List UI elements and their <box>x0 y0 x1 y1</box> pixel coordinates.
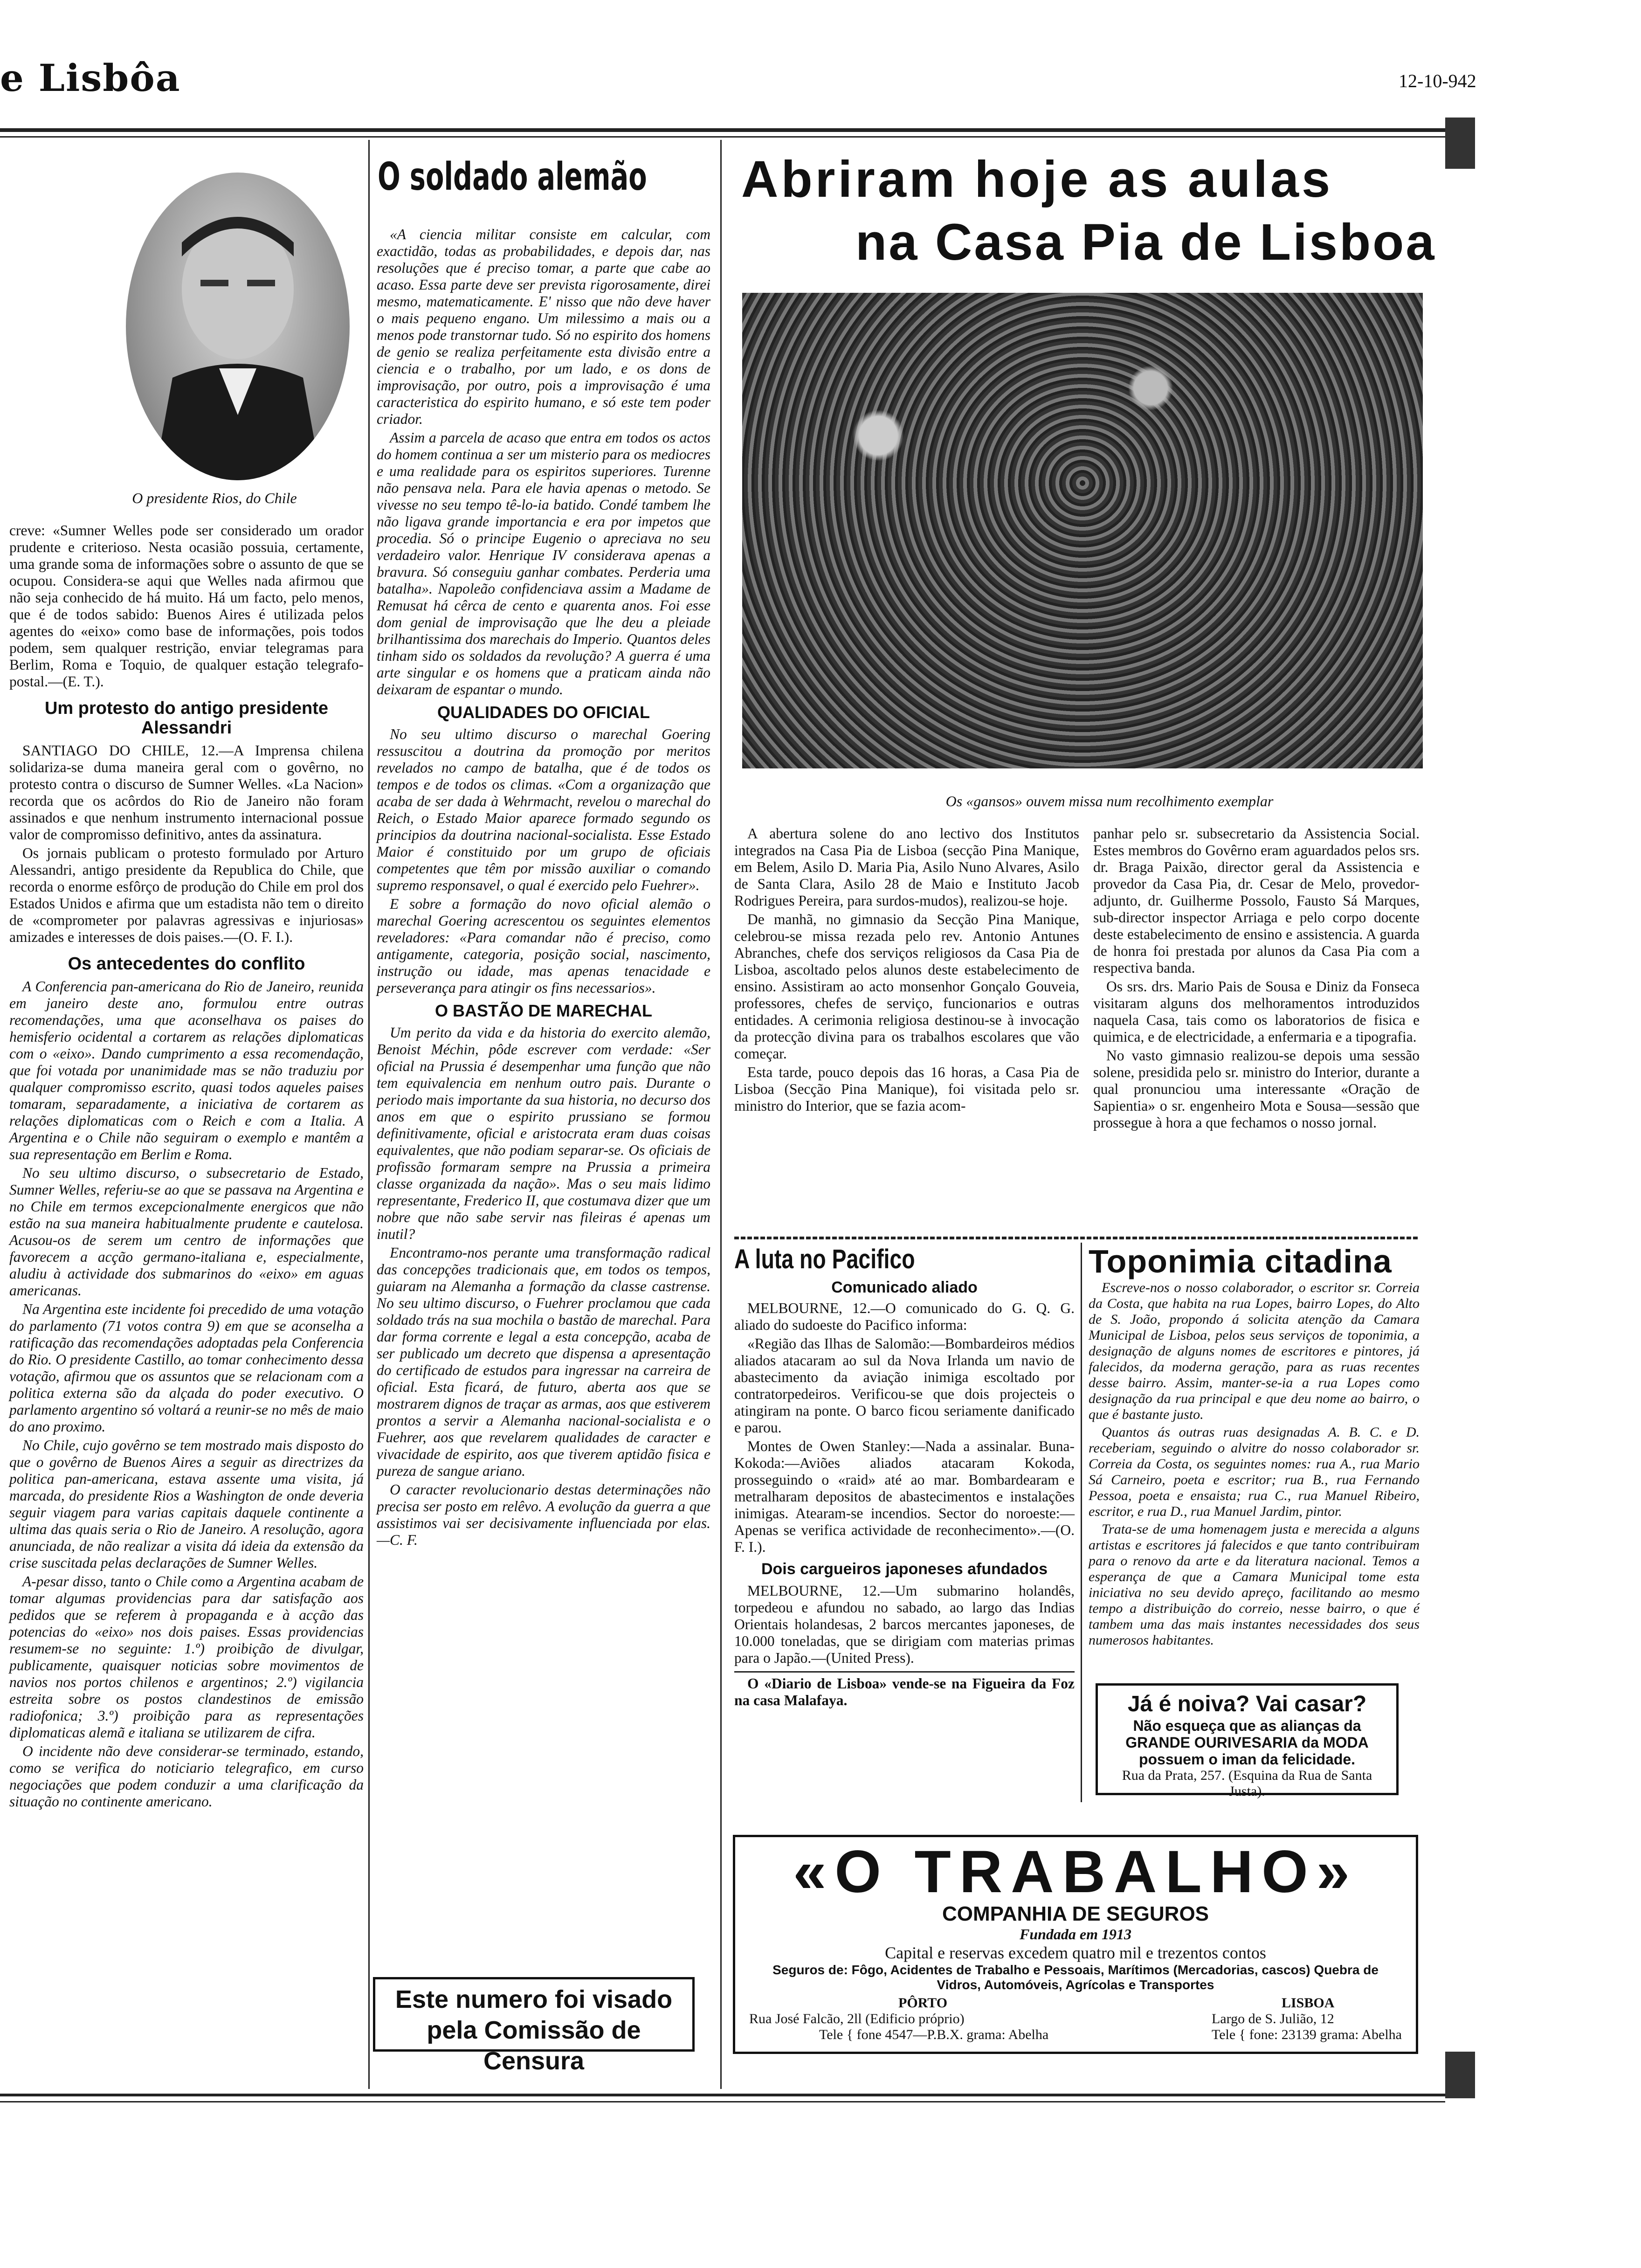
top-rule <box>0 128 1445 132</box>
toponimia-article <box>1089 1243 1420 1650</box>
pacific-article <box>734 1244 1075 1711</box>
paragraph: Um perito da vida e da historia do exercito alemão, Benoist Méchin, pôde escrever com verdade: «Ser oficial na Prussia é desempenhar uma função que não tem equivalencia em nenhum outro pais. Durante o periodo mais importante da sua historia, no decurso dos anos em que o espirito prussiano se formou definitivamente, oficial e aristocrata eram duas coisas equivalentes, que não podiam separar-se. Os oficiais de profissão formaram sempre na Prussia a primeira classe organizada da nação». Mas o seu mais lidimo representante, Frederico II, que costumava dizer que um nobre que não sabe servir nas fileiras é apenas um inutil? <box>377 1024 710 1242</box>
ad-offices <box>749 1995 1402 2043</box>
column-rule <box>1081 1243 1082 1802</box>
col1-article <box>9 522 364 1812</box>
insurance-ad <box>733 1835 1418 2054</box>
paragraph: Escreve-nos o nosso colaborador, o escritor sr. Correia da Costa, que habita na rua Lopes, bairro Lopes, do Alto de S. João, propondo á solicita atenção da Camara Municipal de Lisboa, pelos seus serviços de toponimia, a designação de alguns nomes de escritores e pintores, já falecidos, da moderna geração, para as ruas recentes desse bairro. Assim, manter-se-ia a rua Lopes como designação da rua principal e que deu nome ao bairro, o que é bastante justo. <box>1089 1280 1420 1422</box>
edge-marker <box>1445 2052 1475 2098</box>
ad-text: Não esqueça que as alianças da GRANDE OURIVESARIA da MODA possuem o iman da felicidade. <box>1125 1717 1369 1768</box>
paragraph: E sobre a formação do novo oficial alemão o marechal Goering acrescentou os seguintes elementos reveladores: «Para comandar não é preciso, como antigamente, categoria, posição social, nascimento, instrução ou idade, mas apenas tenacidade e perseverança para atingir os fins necessarios». <box>377 896 710 996</box>
paragraph: O incidente não deve considerar-se terminado, estando, como se verifica do noticiario telegrafico, em curso negociações que podem conduzir a uma clarificação da situação no continente americano. <box>9 1743 364 1810</box>
paragraph: A abertura solene do ano lectivo dos Institutos integrados na Casa Pia de Lisboa (secção Pina Manique, em Belem, Asilo D. Maria Pia, Asilo Nuno Alvares, Asilo de Santa Clara, Asilo 28 de Maio e Instituto Jacob Rodrigues Pereira, para surdos-mudos), realizou-se hoje. <box>734 825 1079 909</box>
photo-caption: O presidente Rios, do Chile <box>132 490 297 506</box>
ad-company-name: «O TRABALHO» <box>793 1839 1358 1905</box>
paragraph: MELBOURNE, 12.—Um submarino holandês, torpedeou e afundou no sabado, ao largo das Indias Orientais holandesas, 2 barcos mercantes japoneses, de 10.000 toneladas, que se dirigiam com materias primas para o Japão.—(United Press). <box>734 1583 1075 1666</box>
paragraph: O caracter revolucionario destas determinações não precisa ser posto em relêvo. A evolução da guerra a que assistimos vai ser decisivamente influenciada por elas.—C. F. <box>377 1481 710 1548</box>
article-title-soldado: O soldado alemão <box>378 155 647 199</box>
paragraph: Trata-se de uma homenagem justa e merecida a alguns artistas e escritores já falecidos e que tanto contribuiram para o renovo da arte e da literatura nacional. Temos a esperança de que a Camara Municipal tome esta iniciativa no seu devido apreço, facilitando ao mesmo tempo a distribuição do correio, nesse bairro, o que é tambem uma das mais instantes necessidades dos seus numerosos habitantes. <box>1089 1521 1420 1648</box>
casa-pia-article-left <box>734 825 1079 1116</box>
paragraph: SANTIAGO DO CHILE, 12.—A Imprensa chilena solidariza-se duma maneira geral com o govêrno, no protesto contra o discurso de Sumner Welles. «La Nacion» recorda que os acôrdos do Rio de Janeiro não foram assinados e que nenhum instrumento internacional possue valor de compromisso definitivo, antes da assinatura. <box>9 742 364 843</box>
office-city: PÔRTO <box>898 1995 948 2011</box>
col2-article <box>377 226 710 1550</box>
headline-line-1: Abriram hoje as aulas <box>741 151 1333 208</box>
paragraph: «A ciencia militar consiste em calcular, com exactidão, todas as probabilidades, e depois dar, nas resoluções que é preciso tomar, a parte que cabe ao acaso. Essa parte deve ser prevista rigorosamente, direi mesmo, matematicamente. E' nisso que não deve haver o mais pequeno engano. Um milessimo a mais ou a menos pode transtornar tudo. Só no espirito dos homens de genio se realiza perfeitamente esta divisão entre a ciencia e o trabalho, por um lado, e os dons de improvisação, por outro, pois a improvisação é uma caracteristica do espirito humano, e só este tem poder criador. <box>377 226 710 427</box>
bottom-rule-2 <box>0 2101 1445 2102</box>
paragraph: A-pesar disso, tanto o Chile como a Argentina acabam de tomar algumas providencias para dar satisfação aos pedidos que se referem à propaganda e à acção das potencias do «eixo» nos dois paises. Essas providencias resumem-se no seguinte: 1.º) proibição de divulgar, publicamente, quaisquer noticias sobre movimentos de navios nos portos chilenos e argentinos; 2.º) vigilancia estreita sobre os postos clandestinos de emissão radiofonica; 3.º) proibição para as representações diplomaticas alemã e italiana se utilizarem de cifra. <box>9 1573 364 1741</box>
office-phone: Tele { fone: 23139 grama: Abelha <box>1211 2027 1402 2042</box>
masthead-title: e Lisbôa <box>0 56 181 100</box>
column-rule <box>720 140 722 2089</box>
foz-notice: O «Diario de Lisboa» vende-se na Figueira da Foz na casa Malafaya. <box>734 1675 1075 1708</box>
section-rule <box>734 1237 1420 1239</box>
ad-lines: Seguros de: Fôgo, Acidentes de Trabalho e Pessoais, Marítimos (Mercadorias, cascos) Quebra de Vidros, Automóveis, Agrícolas e Transportes <box>772 1963 1379 1992</box>
portrait-illustration <box>126 173 350 480</box>
paragraph: Assim a parcela de acaso que entra em todos os actos do homem continua a ser um misterio para os mediocres e uma realidade para os espiritos superiores. Turenne não pensava nela. Para ele havia apenas o metodo. Se vivesse no seu tempo tê-lo-ia batido. Condé tambem lhe não ligava grande importancia e era por impetos que procedia. Só o principe Eugenio o apreciava no seu verdadeiro valor. Henrique IV considerava apenas a bravura. Só conseguiu ganhar combates. Perderia uma batalha». Napoleão confidenciava assim a Madame de Remusat há cêrca de cento e quarenta anos. Foi esse dom genial de improvisação que lhe deu a pleiade brilhantissima dos marechais do Imperio. Quantos deles tinham sido os soldados da revolução? A guerra é uma arte singular e os homens que a praticam ainda não deixaram de espantar o mundo. <box>377 429 710 698</box>
ad-company-type: COMPANHIA DE SEGUROS <box>942 1902 1209 1925</box>
censorship-notice: Este numero foi visado pela Comissão de Censura <box>395 1985 673 2075</box>
casa-pia-crowd-photo <box>742 293 1423 768</box>
jewelry-ad <box>1096 1683 1399 1799</box>
paragraph: «Região das Ilhas de Salomão:—Bombardeiros médios aliados atacaram ao sul da Nova Irlanda um navio de abastecimento da aviação inimiga escoltado por contratorpedeiros. Verificou-se que dois projecteis o atingiram na ponte. O barco ficou seriamente danificado e parou. <box>734 1335 1075 1436</box>
ad-address: Rua da Prata, 257. (Esquina da Rua de Santa Justa). <box>1122 1768 1372 1799</box>
paragraph: Montes de Owen Stanley:—Nada a assinalar. Buna-Kokoda:—Aviões aliados atacaram Kokoda, prosseguindo o «raid» até ao mar. Bombardearam e metralharam depositos de abastecimentos e instalações inimigas. Atearam-se incendios. Sector do noroeste:—Apenas se verifica actividade de reconhecimento».—(O. F. I.). <box>734 1438 1075 1555</box>
subheading-bastao: O BASTÃO DE MARECHAL <box>435 1001 652 1020</box>
ad-title: Já é noiva? Vai casar? <box>1127 1692 1367 1716</box>
headline-line-2: na Casa Pia de Lisboa <box>855 214 1436 271</box>
office-phone: Tele { fone 4547—P.B.X. grama: Abelha <box>819 2027 1049 2042</box>
paragraph: creve: «Sumner Welles pode ser considerado um orador prudente e criterioso. Nesta ocasião possuia, certamente, uma grande soma de informações sobre o assunto de que se ocupou. Considera-se aqui que Welles nada afirmou que não seja conhecido de há muito. Há um facto, pelo menos, que é de todos sabido: Buenos Aires é utilizada pelos agentes do «eixo» como base de informações, pois todos podem, sem qualquer restrição, enviar telegramas para Berlim, Roma e Toquio, de qualquer estação telegrafo-postal.—(E. T.). <box>9 522 364 690</box>
bottom-rule <box>0 2094 1445 2096</box>
paragraph: A Conferencia pan-americana do Rio de Janeiro, reunida em janeiro deste ano, formulou entre outras recomendações, uma que aconselhava os paises do hemisferio ocidental a cortarem as relações diplomaticas com o «eixo». Dando cumprimento a essa recomendação, que foi votada por unanimidade mas se não traduziu por qualquer compromisso escrito, quasi todos aqueles paises tomaram, separadamente, a iniciativa de cortarem as relações diplomaticas com o Reich e com a Italia. A Argentina e o Chile não seguiram o exemplo e mantêm a sua representação em Berlim e Roma. <box>9 978 364 1162</box>
office-address: Rua José Falcão, 2ll (Edificio próprio) <box>749 2011 965 2026</box>
headline-alessandri: Um protesto do antigo presidente Alessandri <box>44 698 329 738</box>
headline-pacifico: A luta no Pacifico <box>734 1244 915 1274</box>
office-address: Largo de S. Julião, 12 <box>1211 2011 1334 2026</box>
edge-marker <box>1445 118 1475 169</box>
foz-notice-box <box>734 1671 1075 1709</box>
paragraph: No vasto gimnasio realizou-se depois uma sessão solene, presidida pelo sr. ministro do Interior, durante a qual pronunciou uma interessante «Oração de Sapientia» o sr. engenheiro Mota e Sousa—sessão que prossegue à hora a que fechamos o nosso jornal. <box>1093 1047 1420 1131</box>
paragraph: No seu ultimo discurso, o subsecretario de Estado, Sumner Welles, referiu-se ao que se passava na Argentina e no Chile em termos excepcionalmente energicos que não estão na sua maneira habitualmente prudente e cautelosa. Acusou-os de serem um centro de informações que favorecem a acção germano-italiana e, especialmente, aludiu à actividade dos submarinos do «eixo» em aguas americanas. <box>9 1165 364 1299</box>
ad-founded: Fundada em 1913 <box>1019 1926 1132 1943</box>
ad-lisboa-office <box>1212 1995 1402 2043</box>
censorship-box <box>373 1977 695 2075</box>
photo-caption: Os «gansos» ouvem missa num recolhimento exemplar <box>945 793 1274 809</box>
paragraph: panhar pelo sr. subsecretario da Assistencia Social. Estes membros do Govêrno eram aguardados pelos srs. dr. Braga Paixão, director geral da Assistencia e provedor da Casa Pia, dr. Cesar de Melo, provedor-adjunto, dr. Guilherme Possolo, Fausto Sá Marques, sub-director inspector Arriaga e pelo corpo docente deste estabelecimento de ensino e assistencia. A guarda de honra foi prestada por alunos da Casa Pia com a respectiva banda. <box>1093 825 1420 976</box>
paragraph: No Chile, cujo govêrno se tem mostrado mais disposto do que o govêrno de Buenos Aires a seguir as directrizes da politica pan-americana, estava assente uma visita, já marcada, do presidente Rios a Washington de onde deveria seguir viagem para varias capitais daquele continente a ultima das quais seria o Rio de Janeiro. A resolução, agora anunciada, de não realizar a visita dá ideia da extensão da crise suscitada pelas declarações de Sumner Welles. <box>9 1437 364 1571</box>
masthead-date: 12-10-942 <box>1399 70 1476 91</box>
paragraph: Os srs. drs. Mario Pais de Sousa e Diniz da Fonseca visitaram alguns dos melhoramentos introduzidos naquela Casa, tais como os laboratorios de fisica e quimica, e de electricidade, a enfermaria e a tipografia. <box>1093 978 1420 1045</box>
paragraph: Esta tarde, pouco depois das 16 horas, a Casa Pia de Lisboa (Secção Pina Manique), foi visitada pelo sr. ministro do Interior, que se fazia acom- <box>734 1064 1079 1114</box>
column-rule <box>368 140 370 2089</box>
president-rios-photo <box>126 173 350 480</box>
ad-capital: Capital e reservas excedem quatro mil e trezentos contos <box>885 1943 1266 1962</box>
paragraph: De manhã, no gimnasio da Secção Pina Manique, celebrou-se missa rezada pelo rev. Antonio Antunes Abranches, chefe dos serviços religiosos da Casa Pia de Lisboa, ascoltado pelos alunos deste estabelecimento de ensino. Assistiram ao acto monsenhor Gonçalo Gouveia, professores, chefes de serviço, funcionarios e outras entidades. A cerimonia religiosa destinou-se à invocação da protecção divina para os trabalhos escolares que vão começar. <box>734 911 1079 1062</box>
paragraph: Encontramo-nos perante uma transformação radical das concepções tradicionais que, em todos os tempos, guiaram na Alemanha a formação da classe castrense. No seu ultimo discurso, o Fuehrer proclamou que cada soldado trás na sua mochila o bastão de marechal. Para dar forma corrente e legal a esta concepção, acaba de ser publicado um decreto que dispensa a apresentação do certificado de estudos para ingressar na carreira de oficial. Esta ficará, de futuro, aberta aos que se mostrarem dignos de traçar as armas, aos que estiverem prontos a servir a Alemanha nacional-socialista e o Fuehrer, aos que revelarem qualidades de caracter e vivacidade de espirito, aos que tiverem aptidão fisica e pureza de sangue ariano. <box>377 1245 710 1479</box>
ad-porto-office <box>749 1995 1048 2043</box>
subheading-comunicado: Comunicado aliado <box>831 1279 978 1296</box>
top-rule-2 <box>0 136 1445 138</box>
paragraph: Na Argentina este incidente foi precedido de uma votação do parlamento (71 votos contra 9) em que se aconselha a ratificação das recomendações adoptadas pela Conferencia do Rio. O presidente Castillo, ao tomar conhecimento dessa votação, afirmou que os assuntos que se relacionam com a politica externa são da alçada do poder executivo. O parlamento argentino só voltará a reunir-se no mês de maio do ano proximo. <box>9 1301 364 1435</box>
paragraph: No seu ultimo discurso o marechal Goering ressuscitou a doutrina da promoção por meritos revelados no campo de batalha, que é de todos os tempos e de todos os climas. «Com a organização que acaba de ser dada à Wehrmacht, revelou o marechal do Reich, o Estado Maior aparece formado segundo os principios da doutrina nacional-socialista. Esse Estado Maior é constituido por um grupo de oficiais competentes que têm por missão auxiliar o comando supremo responsavel, o qual é exercido pelo Fuehrer». <box>377 726 710 893</box>
subheading-cargueiros: Dois cargueiros japoneses afundados <box>761 1560 1048 1578</box>
office-city: LISBOA <box>1281 1995 1335 2011</box>
paragraph: MELBOURNE, 12.—O comunicado do G. Q. G. aliado do sudoeste do Pacifico informa: <box>734 1300 1075 1333</box>
casa-pia-article-right <box>1093 825 1420 1133</box>
subheading-qualidades: QUALIDADES DO OFICIAL <box>437 703 650 722</box>
paragraph: Os jornais publicam o protesto formulado por Arturo Alessandri, antigo presidente da Republica do Chile, que recorda o enorme esfôrço de produção do Chile em prol dos Estados Unidos e afirma que um estadista não tem o direito de «comprometer por palavras agressivas e injuriosas» amizades e interesses de dois paises.—(O. F. I.). <box>9 845 364 945</box>
headline-toponimia: Toponimia citadina <box>1089 1243 1392 1279</box>
paragraph: Quantos ás outras ruas designadas A. B. C. e D. receberiam, seguindo o alvitre do nosso colaborador sr. Correia da Costa, os seguintes nomes: rua A., rua Mario Sá Carneiro, poeta e escritor; rua B., rua Fernando Pessoa, poeta e ensaista; rua C., rua Manuel Ribeiro, escritor, e rua D., rua Manuel Jardim, pintor. <box>1089 1424 1420 1519</box>
headline-antecedentes: Os antecedentes do conflito <box>68 954 305 974</box>
